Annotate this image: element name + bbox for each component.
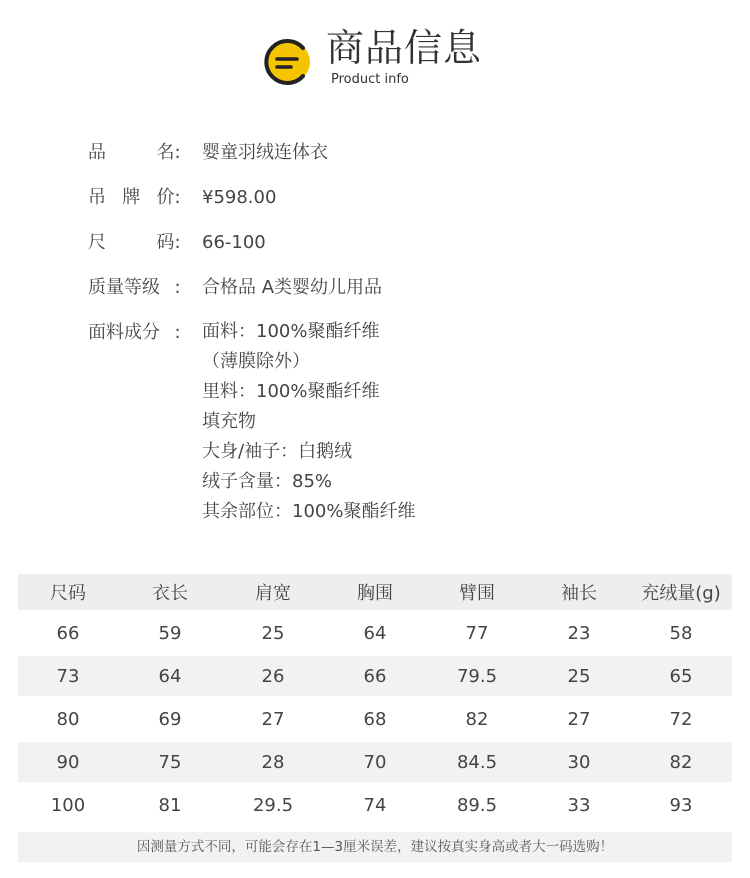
table-cell: 80: [56, 708, 80, 730]
info-row-quality: 质量等级 : 合格品 A类婴幼儿用品: [88, 272, 688, 303]
fabric-line: 其余部位：100%聚酯纤维: [202, 501, 416, 522]
header-cell: 肩宽: [255, 583, 291, 604]
table-row: [18, 742, 732, 782]
table-cell: 26: [261, 665, 285, 687]
fabric-line: 绒子含量：85%: [202, 471, 333, 492]
table-cell: 69: [158, 708, 182, 730]
size-table-header: [18, 574, 732, 610]
table-cell: 81: [158, 794, 182, 816]
fabric-line: 大身/袖子：白鹅绒: [202, 441, 353, 462]
product-info-list: [88, 137, 688, 541]
table-cell: 65: [669, 665, 693, 687]
table-cell: 66: [56, 622, 80, 644]
info-row-tag-price: 吊 牌 价 : ¥598.00: [88, 182, 688, 213]
page-title: 商品信息: [326, 26, 483, 70]
info-value-quality: 合格品 A类婴幼儿用品: [202, 277, 383, 298]
size-table: [18, 574, 732, 825]
table-cell: 68: [363, 708, 387, 730]
table-cell: 73: [56, 665, 80, 687]
header-cell: 臂围: [459, 583, 495, 604]
header-cell: 充绒量(g): [641, 583, 721, 604]
info-label-name: 品 名: [88, 142, 175, 163]
info-row-name: 品 名 : 婴童羽绒连体衣: [88, 137, 688, 168]
info-label-quality: 质量等级: [88, 277, 160, 298]
table-cell: 30: [567, 751, 591, 773]
fabric-line: 面料：100%聚酯纤维: [202, 321, 380, 342]
table-cell: 23: [567, 622, 591, 644]
table-cell: 59: [158, 622, 182, 644]
table-cell: 70: [363, 751, 387, 773]
header-cell: 胸围: [357, 583, 393, 604]
fabric-line: 里料：100%聚酯纤维: [202, 381, 380, 402]
table-cell: 77: [465, 622, 489, 644]
table-row: [18, 656, 732, 696]
fabric-line: 填充物: [202, 411, 256, 432]
table-cell: 58: [669, 622, 693, 644]
table-cell: 29.5: [252, 794, 294, 816]
table-cell: 25: [261, 622, 285, 644]
header-cell: 袖长: [561, 583, 597, 604]
product-info-logo-icon: [263, 38, 313, 86]
table-cell: 89.5: [456, 794, 498, 816]
table-cell: 75: [158, 751, 182, 773]
measurement-note: 因测量方式不同，可能会存在1—3厘米误差，建议按真实身高或者大一码选购！: [18, 832, 732, 862]
table-cell: 82: [669, 751, 693, 773]
info-value-tag-price: ¥598.00: [202, 187, 277, 208]
page-header: [0, 0, 750, 110]
table-row: [18, 785, 732, 825]
info-value-size: 66-100: [202, 232, 266, 253]
table-cell: 93: [669, 794, 693, 816]
info-value-fabric: [202, 317, 688, 527]
header-cell: 衣长: [152, 583, 188, 604]
info-row-fabric: 面料成分 : 面料：100%聚酯纤维 （薄膜除外） 里料：100%聚酯纤维 填充物 大身/袖子：白鹅绒 绒子含量：85% 其余部位：100%聚酯纤维: [88, 317, 688, 527]
table-cell: 100: [50, 794, 86, 816]
table-cell: 82: [465, 708, 489, 730]
info-row-size: 尺 码 : 66-100: [88, 227, 688, 258]
table-cell: 84.5: [456, 751, 498, 773]
table-row: [18, 699, 732, 739]
table-cell: 27: [261, 708, 285, 730]
header-cell: 尺码: [50, 583, 86, 604]
info-label-tag-price: 吊 牌 价: [88, 187, 175, 208]
info-value-name: 婴童羽绒连体衣: [202, 142, 328, 163]
table-cell: 66: [363, 665, 387, 687]
table-cell: 25: [567, 665, 591, 687]
table-cell: 27: [567, 708, 591, 730]
page-subtitle: Product info: [331, 72, 409, 87]
table-row: [18, 613, 732, 653]
info-label-fabric: 面料成分: [88, 322, 160, 343]
table-cell: 64: [158, 665, 182, 687]
table-cell: 79.5: [456, 665, 498, 687]
table-cell: 72: [669, 708, 693, 730]
table-cell: 90: [56, 751, 80, 773]
table-cell: 64: [363, 622, 387, 644]
table-cell: 28: [261, 751, 285, 773]
table-cell: 74: [363, 794, 387, 816]
info-label-size: 尺 码: [88, 232, 175, 253]
table-cell: 33: [567, 794, 591, 816]
fabric-line: （薄膜除外）: [202, 351, 310, 372]
